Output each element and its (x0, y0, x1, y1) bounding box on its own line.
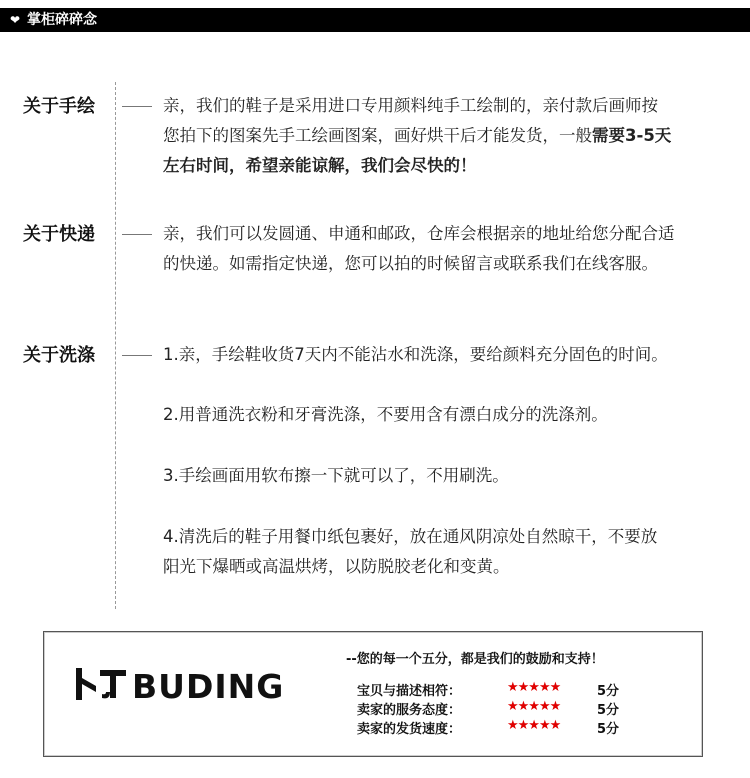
emphasis-text: 左右时间，希望亲能谅解，我们会尽快的！ (163, 156, 477, 175)
section-dash (122, 106, 152, 107)
washing-item-1: 1.亲，手绘鞋收货7天内不能沾水和洗涤，要给颜料充分固色的时间。 (163, 345, 668, 364)
section-divider-line (115, 82, 116, 609)
rating-box (43, 631, 703, 757)
text-line: 阳光下爆晒或高温烘烤，以防脱胶老化和变黄。 (163, 557, 510, 576)
text-line: 亲，我们可以发圆通、申通和邮政，仓库会根据亲的地址给您分配合适 (163, 224, 675, 243)
section-label-washing: 关于洗涤 (23, 345, 95, 366)
text-span: 您拍下的图案先手工绘画图案，画好烘干后才能发货，一般 (163, 126, 592, 145)
rating-label: 宝贝与描述相符： (357, 684, 462, 699)
washing-item-2: 2.用普通洗衣粉和牙膏洗涤，不要用含有漂白成分的洗涤剂。 (163, 405, 608, 424)
emphasis-text: 需要3-5天 (592, 126, 672, 145)
page-title: 掌柜碎碎念 (27, 12, 97, 28)
section-dash (122, 234, 152, 235)
header-bar (0, 8, 750, 32)
rating-score: 5分 (597, 703, 620, 718)
text-line: 的快递。如需指定快递，您可以拍的时候留言或联系我们在线客服。 (163, 254, 658, 273)
text-line (163, 151, 733, 181)
section-text-express (163, 219, 733, 279)
section-label-express: 关于快递 (23, 224, 95, 245)
washing-item-3: 3.手绘画面用软布擦一下就可以了，不用刷洗。 (163, 466, 509, 485)
section-dash (122, 355, 152, 356)
rating-label: 卖家的发货速度： (357, 722, 462, 737)
rating-score: 5分 (597, 722, 620, 737)
rating-score: 5分 (597, 684, 620, 699)
washing-item-4 (163, 522, 733, 582)
buding-logo (72, 666, 302, 702)
heart-icon: ❤ (10, 13, 21, 27)
rating-slogan: --您的每一个五分，都是我们的鼓励和支持！ (346, 652, 604, 667)
star-rating-icon: ★★★★★ (507, 699, 561, 714)
star-rating-icon: ★★★★★ (507, 680, 561, 695)
section-label-handpaint: 关于手绘 (23, 96, 95, 117)
text-line: 4.清洗后的鞋子用餐巾纸包裹好，放在通风阴凉处自然晾干，不要放 (163, 527, 658, 546)
text-line (163, 121, 733, 151)
rating-label: 卖家的服务态度： (357, 703, 462, 718)
section-text-handpaint (163, 91, 733, 181)
svg-text:BUDING: BUDING (132, 667, 285, 702)
star-rating-icon: ★★★★★ (507, 718, 561, 733)
text-line: 亲，我们的鞋子是采用进口专用颜料纯手工绘制的，亲付款后画师按 (163, 96, 658, 115)
